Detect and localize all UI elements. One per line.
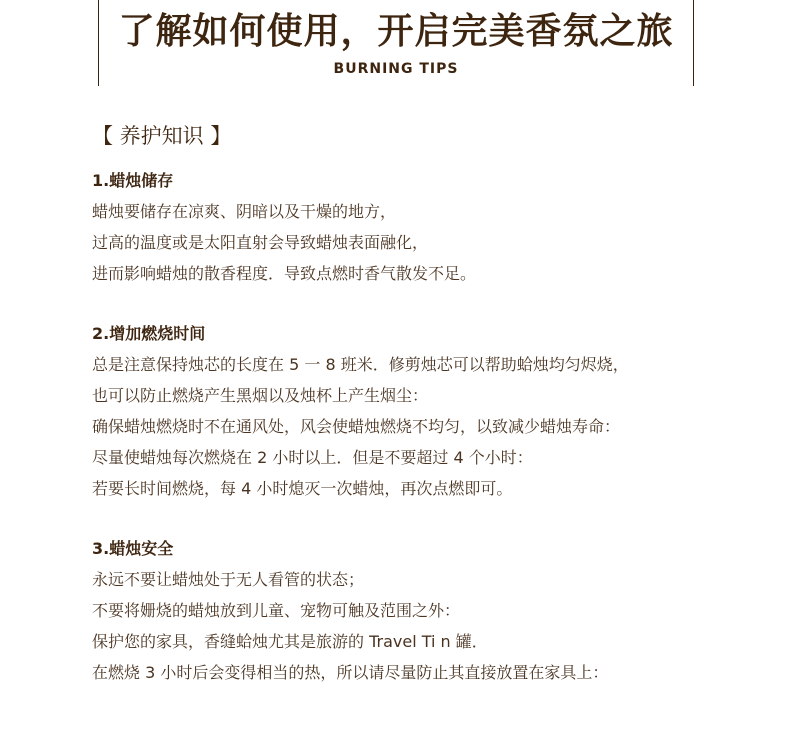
header-banner <box>98 0 694 86</box>
text-line: 进而影响蜡烛的散香程度．导致点燃时香气散发不足。 <box>92 264 477 283</box>
text-line: 蜡烛要储存在凉爽、阴暗以及干燥的地方， <box>92 202 397 221</box>
page-title: 了解如何使用，开启完美香氛之旅 <box>118 11 674 52</box>
block-title: 1.蜡烛储存 <box>92 171 174 190</box>
block-title: 2.增加燃烧时间 <box>92 324 206 343</box>
text-line: 永远不要让蜡烛处于无人看管的状态； <box>92 570 365 589</box>
block-burning-time <box>92 319 772 504</box>
text-line: 在燃烧 3 小时后会变得相当的热，所以请尽量防止其直接放置在家具上： <box>92 663 609 682</box>
text-line: 过高的温度或是太阳直射会导致蜡烛表面融化， <box>92 233 429 252</box>
section-heading: 【 养护知识 】 <box>92 124 232 148</box>
page-subtitle: BURNING TIPS <box>333 61 459 77</box>
text-line: 总是注意保持烛芯的长度在 5 一 8 班米．修剪烛芯可以帮助蛤烛均匀烬烧， <box>92 355 629 374</box>
text-line: 确保蜡烛燃烧时不在通风处，风会使蜡烛燃烧不均匀，以致减少蜡烛寿命： <box>92 417 621 436</box>
block-candle-safety <box>92 534 772 688</box>
block-title: 3.蜡烛安全 <box>92 539 174 558</box>
text-line: 也可以防止燃烧产生黑烟以及烛杯上产生烟尘： <box>92 386 429 405</box>
text-line: 保护您的家具，香缝蛤烛尤其是旅游的 Travel Ti n 罐． <box>92 632 488 651</box>
block-candle-storage <box>92 166 772 289</box>
text-line: 尽量使蜡烛每次燃烧在 2 小时以上．但是不要超过 4 个小时： <box>92 448 533 467</box>
text-line: 不要将姗烧的蜡烛放到儿童、宠物可触及范围之外： <box>92 601 461 620</box>
care-content <box>92 118 772 718</box>
text-line: 若要长时间燃烧，每 4 小时熄灭一次蜡烛，再次点燃即可。 <box>92 479 513 498</box>
